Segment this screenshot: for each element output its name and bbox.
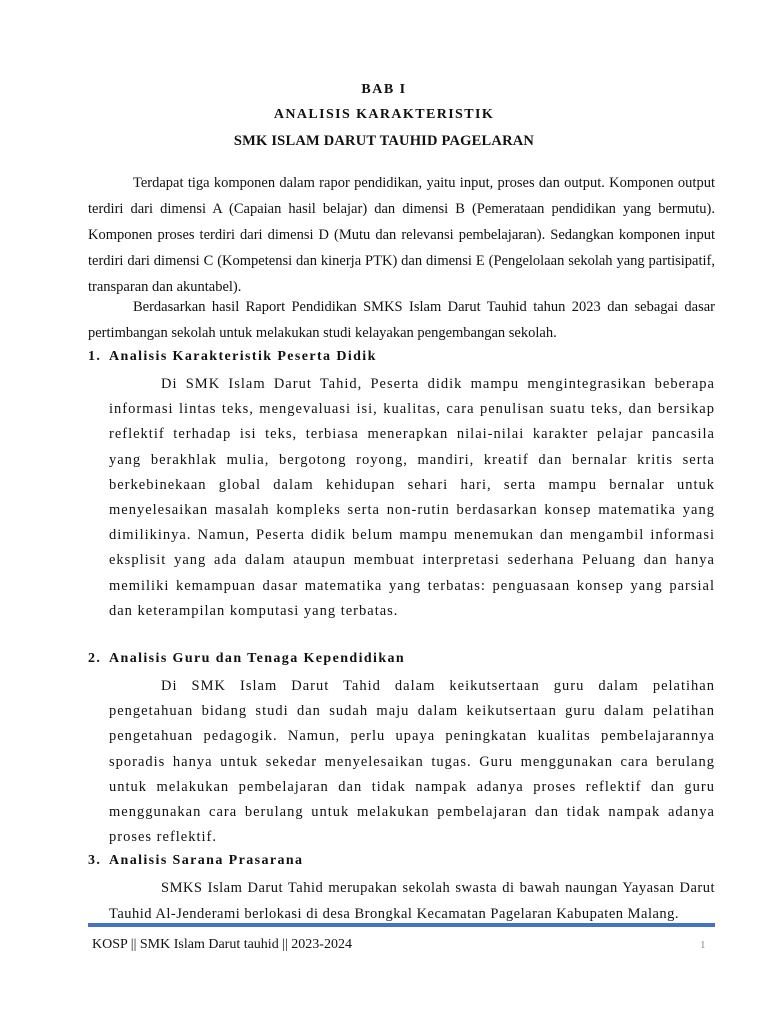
intro-paragraph-1: Terdapat tiga komponen dalam rapor pendidikan, yaitu input, proses dan output. Komponen output terdiri dari dimensi A (Capaian hasil belajar) dan dimensi B (Pemerataan pendidikan yang bermutu). Komponen proses terdiri dari dimensi D (Mutu dan relevansi pembelajaran). Sedangkan komponen input terdiri dari dimensi C (Kompetensi dan kinerja PTK) dan dimensi E (Pengelolaan sekolah yang partisipatif, transparan dan akuntabel). xyxy=(88,175,715,295)
section-1-number: 1. xyxy=(88,349,102,364)
school-title: SMK ISLAM DARUT TAUHID PAGELARAN xyxy=(233,133,535,149)
footer-divider xyxy=(88,923,715,927)
section-2-body: Di SMK Islam Darut Tahid dalam keikutsertaan guru dalam pelatihan pengetahuan bidang studi dan sudah maju dalam keikutsertaan guru dalam pelatihan pengetahuan pedagogik. Namun, perlu upaya peningkatan kualitas pembelajarannya sporadis hanya untuk sekedar menyelesaikan tugas. Guru menggunakan cara berulang untuk melakukan pembelajaran dan tidak nampak adanya proses reflektif dan guru menggunakan cara berulang untuk melakukan pembelajaran dan tidak nampak adanya proses reflektif. xyxy=(109,678,715,846)
section-1-title: Analisis Karakteristik Peserta Didik xyxy=(109,349,377,364)
section-3-title: Analisis Sarana Prasarana xyxy=(109,853,304,868)
chapter-label: BAB I xyxy=(361,82,407,97)
intro-paragraph-2: Berdasarkan hasil Raport Pendidikan SMKS Islam Darut Tauhid tahun 2023 dan sebagai dasar pertimbangan sekolah untuk melakukan studi kelayakan pengembangan sekolah. xyxy=(88,299,715,341)
section-1-body: Di SMK Islam Darut Tahid, Peserta didik mampu mengintegrasikan beberapa informasi lintas teks, mengevaluasi isi, kualitas, cara penulisan suatu teks, dan bersikap reflektif terhadap isi teks, terbiasa menerapkan nilai-nilai karakter pelajar pancasila yang berakhlak mulia, bergotong royong, mandiri, kreatif dan bernalar kritis serta berkebinekaan global dalam kehidupan sehari hari, serta mampu bernalar untuk menyelesaikan masalah kompleks serta non-rutin berdasarkan konsep matematika yang dimilikinya. Namun, Peserta didik belum mampu menemukan dan mengambil informasi eksplisit yang ada dalam ataupun membuat interpretasi sederhana Peluang dan hanya memiliki kemampuan dasar matematika yang terbatas: penguasaan konsep yang parsial dan keterampilan komputasi yang terbatas. xyxy=(109,376,715,619)
page-number: 1 xyxy=(700,939,706,951)
section-1-heading xyxy=(88,349,377,365)
section-2-number: 2. xyxy=(88,651,102,666)
section-3-number: 3. xyxy=(88,853,102,868)
section-2-heading xyxy=(88,651,405,667)
section-2-title: Analisis Guru dan Tenaga Kependidikan xyxy=(109,651,406,666)
section-3-heading xyxy=(88,853,303,869)
footer-text: KOSP || SMK Islam Darut tauhid || 2023-2024 xyxy=(92,937,352,952)
chapter-title: ANALISIS KARAKTERISTIK xyxy=(273,107,495,122)
section-3-body: SMKS Islam Darut Tahid merupakan sekolah swasta di bawah naungan Yayasan Darut Tauhid Al-Jenderami berlokasi di desa Brongkal Kecamatan Pagelaran Kabupaten Malang. xyxy=(109,880,715,922)
